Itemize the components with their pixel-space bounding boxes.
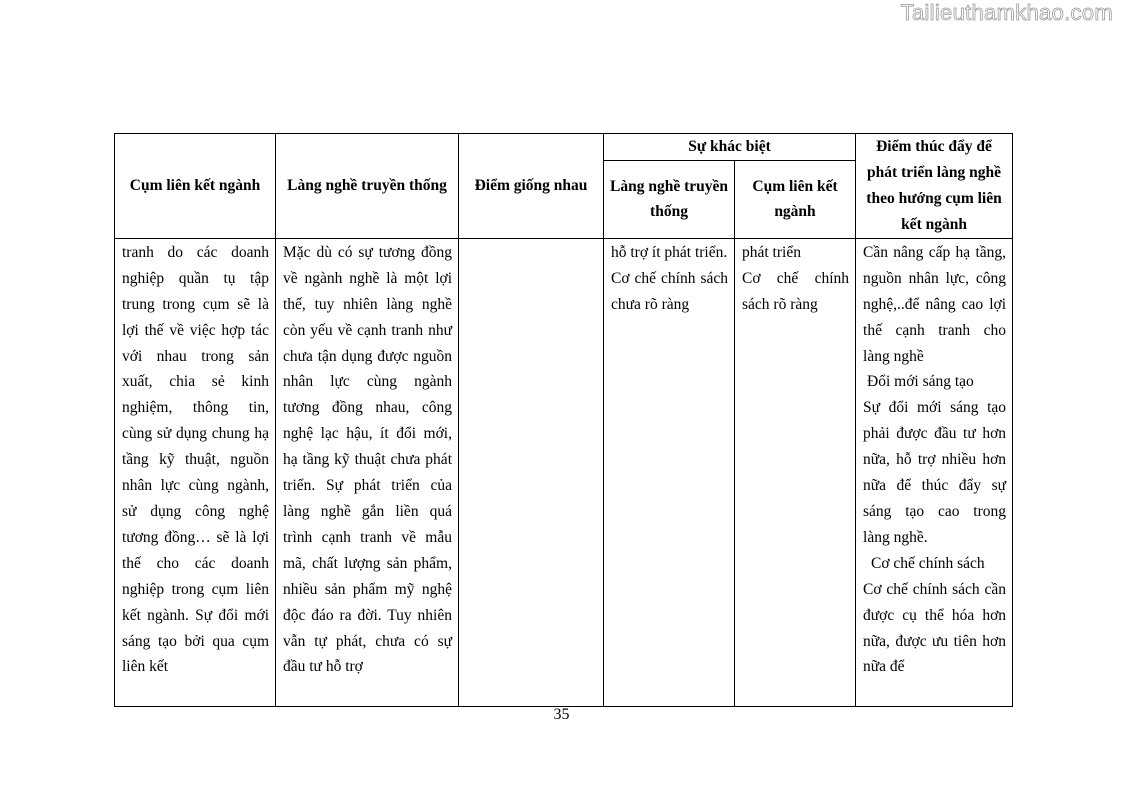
table-row: [115, 238, 1013, 706]
cell-diff-village: [604, 238, 735, 706]
cell-promotion-heading-1: Đổi mới sáng tạo: [867, 373, 974, 391]
cell-similarities: [459, 238, 604, 706]
cell-cluster-text: tranh do các doanh nghiệp quần tụ tập trung trong cụm sẽ là lợi thế về việc hợp tác với nhau trong sản xuất, chia sẻ kinh nghiệm, thông tin, cùng sử dụng chung hạ tầng kỹ thuật, nguồn nhân lực cùng ngành, sử dụng công nghệ tương đồng… sẽ là lợi thế cho các doanh nghiệp trong cụm liên kết ngành. Sự đổi mới sáng tạo bởi qua cụm liên kết: [122, 243, 269, 676]
cell-village: [276, 238, 459, 706]
header-promotion: Điểm thúc đẩy để phát triển làng nghề theo hướng cụm liên kết ngành: [856, 134, 1013, 239]
page-number: 35: [553, 706, 570, 723]
comparison-table: [114, 133, 1013, 707]
header-similarities: Điểm giống nhau: [459, 134, 604, 239]
cell-cluster: [115, 238, 276, 706]
cell-promotion-text-2: Sự đổi mới sáng tạo phải được đầu tư hơn nữa, hỗ trợ nhiều hơn nữa để thúc đẩy sự sáng tạo cao trong làng nghề.: [863, 399, 1007, 546]
cell-diff-cluster-text-1: phát triển: [742, 243, 801, 261]
cell-promotion-text-1: Cần nâng cấp hạ tầng, nguồn nhân lực, công nghệ,..để nâng cao lợi thế cạnh tranh cho làng nghề: [863, 243, 1007, 365]
header-diff-village: Làng nghề truyền thống: [604, 160, 735, 238]
cell-diff-cluster: [735, 238, 856, 706]
watermark-text: Tailieuthamkhao.com: [900, 0, 1113, 25]
cell-diff-cluster-text-2: Cơ chế chính sách rõ ràng: [742, 269, 850, 313]
cell-village-text: Mặc dù có sự tương đồng về ngành nghề là một lợi thế, tuy nhiên làng nghề còn yếu về cạnh tranh như chưa tận dụng được nguồn nhân lực cùng ngành tương đồng nhau, công nghệ lạc hậu, ít đổi mới, hạ tầng kỹ thuật chưa phát triển. Sự phát triển của làng nghề gắn liền quá trình cạnh tranh về mẫu mã, chất lượng sản phẩm, nhiều sản phẩm mỹ nghệ độc đáo ra đời. Tuy nhiên vẫn tự phát, chưa có sự đầu tư hỗ trợ: [283, 243, 452, 676]
cell-promotion-text-3: Cơ chế chính sách cần được cụ thể hóa hơn nữa, được ưu tiên hơn nữa để: [863, 580, 1007, 676]
header-cluster: Cụm liên kết ngành: [115, 134, 276, 239]
cell-promotion-heading-2: Cơ chế chính sách: [871, 554, 985, 572]
header-village: Làng nghề truyền thống: [276, 134, 459, 239]
header-differences: Sự khác biệt: [604, 134, 856, 161]
header-diff-cluster: Cụm liên kết ngành: [735, 160, 856, 238]
cell-promotion: [856, 238, 1013, 706]
cell-diff-village-text-1: hỗ trợ ít phát triển.: [611, 243, 728, 261]
cell-diff-village-text-2: Cơ chế chính sách chưa rõ ràng: [611, 269, 728, 313]
